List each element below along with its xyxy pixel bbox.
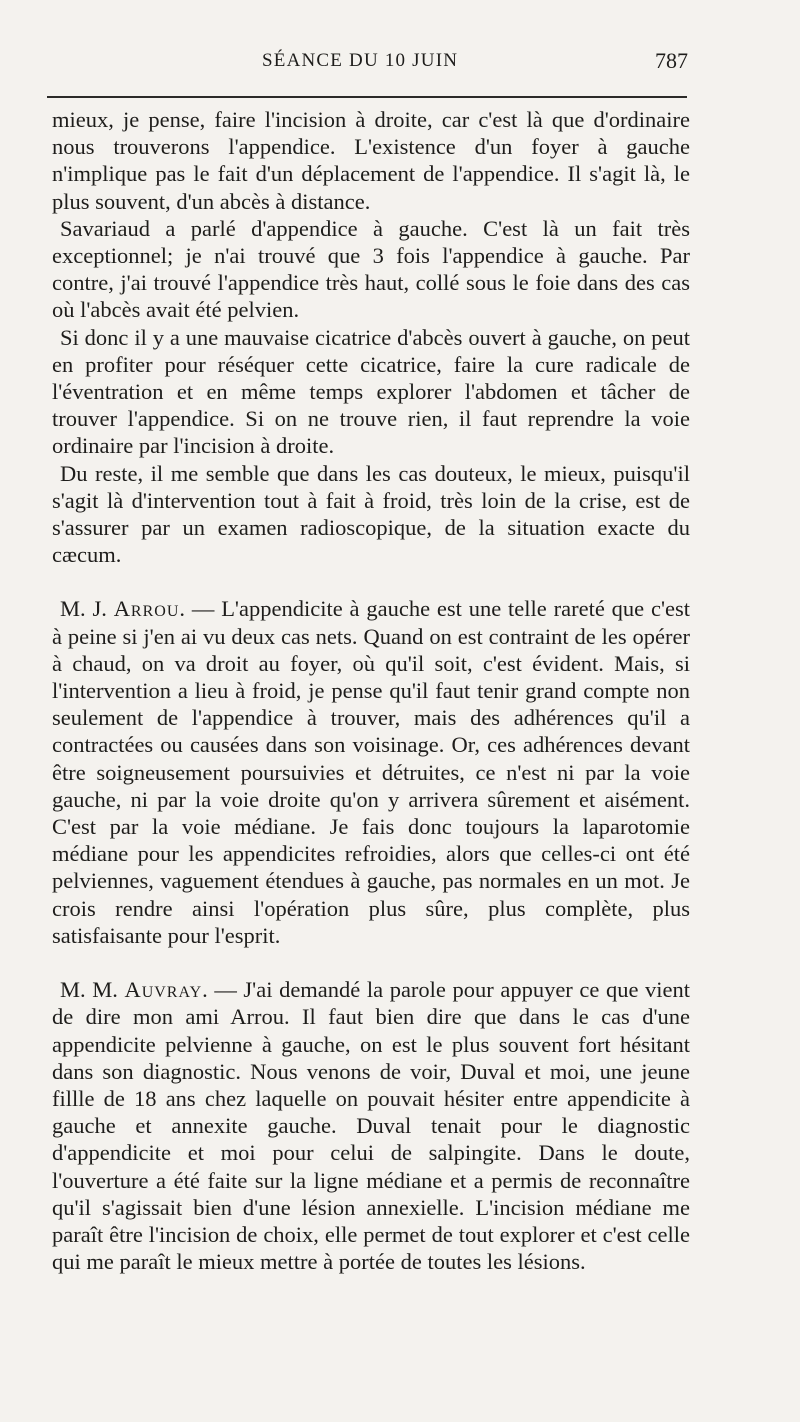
- speaker-prefix: M. M.: [60, 977, 125, 1003]
- section-gap: [52, 949, 690, 976]
- page-number: 787: [655, 48, 688, 73]
- paragraph: mieux, je pense, faire l'incision à droite, car c'est là que d'ordinaire nous trouverons l'appendice. L'existence d'un foyer à gauche n'implique pas le fait d'un déplacement de l'appendice. Il s'agit là, le plus souvent, d'un abcès à distance.: [52, 107, 690, 214]
- paragraph: Savariaud a parlé d'appendice à gauche. C'est là un fait très exceptionnel; je n'ai trouvé que 3 fois l'appendice à gauche. Par contre, j'ai trouvé l'appendice très haut, collé sous le foie dans des cas où l'abcès avait été pelvien.: [52, 215, 690, 323]
- paragraph: Si donc il y a une mauvaise cicatrice d'abcès ouvert à gauche, on peut en profiter pour réséquer cette cicatrice, faire la cure radicale de l'éventration et en même temps explorer l'abdomen et tâcher de trouver l'appendice. Si on ne trouve rien, il faut reprendre la voie ordinaire par l'incision à droite.: [52, 324, 690, 459]
- speaker-prefix: M. J.: [60, 596, 114, 622]
- intervention-text: . — L'appendicite à gauche est une telle rareté que c'est à peine si j'en ai vu deux cas nets. Quand on est contraint de les opérer à chaud, on va droit au foyer, où qu'il soit, c'est évident. Mais, si l'intervention a lieu à froid, je pense qu'il faut tenir grand compte non seulement de l'appendice à trouver, mais des adhérences qu'il a contractées ou causées dans son voisinage. Or, ces adhérences devant être soigneusement poursuivies et détruites, ce n'est ni par la voie gauche, ni par la voie droite qu'on y arrivera sûrement et aisément. C'est par la voie médiane. Je fais donc toujours la laparotomie médiane pour les appendicites refroidies, alors que celles-ci ont été pelviennes, vaguement étendues à gauche, pas normales en un mot. Je crois rendre ainsi l'opération plus sûre, plus complète, plus satisfaisante pour l'esprit.: [52, 596, 690, 948]
- header-rule: [47, 96, 687, 98]
- speaker-name: Arrou: [113, 596, 180, 622]
- page-body: [52, 106, 690, 1275]
- intervention-auvray: [52, 976, 690, 1275]
- section-gap: [52, 568, 690, 595]
- paragraph: Du reste, il me semble que dans les cas douteux, le mieux, puisqu'il s'agit là d'intervention tout à fait à froid, très loin de la crise, est de s'assurer par un examen radioscopique, de la situation exacte du cæcum.: [52, 460, 690, 568]
- speaker-name: Auvray: [124, 977, 203, 1003]
- running-header: [52, 44, 688, 84]
- header-title: SÉANCE DU 10 JUIN: [262, 50, 459, 71]
- intervention-text: . — J'ai demandé la parole pour appuyer ce que vient de dire mon ami Arrou. Il faut bien dire que dans le cas d'une appendicite pelvienne à gauche, on est le plus souvent fort hésitant dans son diagnostic. Nous venons de voir, Duval et moi, une jeune fillle de 18 ans chez laquelle on pouvait hésiter entre appendicite à gauche et annexite gauche. Duval tenait pour le diagnostic d'appendicite et moi pour celui de salpingite. Dans le doute, l'ouverture a été faite sur la ligne médiane et a permis de reconnaître qu'il s'agissait bien d'une lésion annexielle. L'incision médiane me paraît être l'incision de choix, elle permet de tout explorer et c'est celle qui me paraît le mieux mettre à portée de toutes les lésions.: [52, 977, 691, 1275]
- intervention-arrou: [52, 595, 690, 949]
